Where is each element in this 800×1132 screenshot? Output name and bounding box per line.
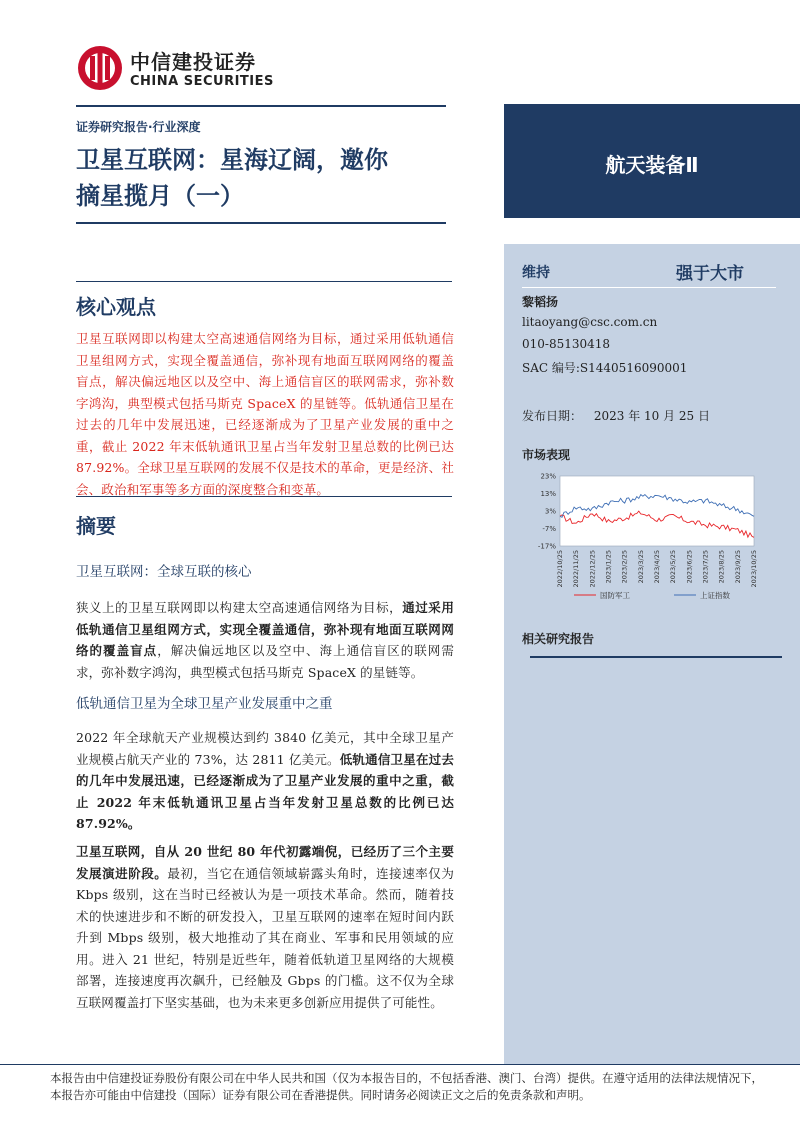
section-3-text [76,841,454,1013]
y-tick-label: -7% [542,525,556,533]
section-2-text [76,727,454,835]
y-tick-label: -17% [537,542,556,551]
title-line-1: 卫星互联网：星海辽阔，邀你 [76,146,388,174]
x-tick-label: 2023/9/25 [733,550,742,584]
x-tick-label: 2022/12/25 [588,550,597,588]
publish-date-label: 发布日期： [522,409,583,423]
x-tick-label: 2023/6/25 [685,550,694,584]
x-tick-label: 2023/1/25 [604,550,613,584]
report-type: 证券研究报告·行业深度 [76,120,201,134]
x-tick-label: 2023/4/25 [653,550,661,584]
rating-action: 维持 [522,265,550,281]
section-2-text-a: 2022 年全球航天产业规模达到约 3840 亿美元，其中全球卫星产业规模占航天产业的 73%，达 2811 亿美元。 [76,730,454,767]
disclaimer [50,1070,800,1104]
publish-date-value: 2023 年 10 月 25 日 [593,409,710,423]
analyst-sac: SAC 编号:S1440516090001 [522,361,688,375]
y-tick-label: 3% [544,507,556,516]
x-tick-label: 2022/10/25 [556,550,564,588]
title-rule [76,222,446,224]
sector-box [504,104,800,218]
x-tick-label: 2023/8/25 [717,550,726,584]
disclaimer-line-2: 本报告亦可能由中信建投（国际）证券有限公司在香港提供。同时请务必阅读正文之后的免责条款和声明。 [50,1088,591,1102]
section-1-text-bold: 通过采用低轨通信卫星组网方式，实现全覆盖通信，弥补现有地面互联网网络的覆盖盲点 [76,600,454,658]
brand-name-cn: 中信建投证券 [130,50,256,74]
footer-rule [0,1064,800,1065]
brand-name-en: CHINA SECURITIES [130,74,274,89]
section-1-text-b: ，解决偏远地区以及空中、海上通信盲区的联网需求，弥补数字鸿沟，典型模式包括马斯克 SpaceX 的星链等。 [76,643,454,680]
core-bottom-rule [76,496,452,497]
y-tick-label: 23% [540,472,556,481]
x-tick-label: 2023/5/25 [669,550,678,584]
rating-value: 强于大市 [676,264,744,284]
sector-label: 航天装备Ⅱ [605,153,699,177]
chart-plot-area [560,476,754,546]
brand-logo [76,44,296,96]
x-tick-label: 2023/10/25 [750,550,758,588]
x-tick-label: 2022/11/25 [572,550,581,588]
header-rule [76,105,446,107]
analyst-phone: 010-85130418 [522,337,611,351]
title-line-2: 摘星揽月（一） [76,182,244,210]
section-1-text [76,597,454,683]
publish-date [522,407,710,424]
section-1-text-a: 狭义上的卫星互联网即以构建太空高速通信网络为目标， [76,600,403,615]
related-divider [530,656,782,658]
core-text: 卫星互联网即以构建太空高速通信网络为目标，通过采用低轨通信卫星组网方式，实现全覆盖通信，弥补现有地面互联网网络的覆盖盲点，解决偏远地区以及空中、海上通信盲区的联网需求，弥补数字鸿沟，典型模式包括马斯克 SpaceX 的星链等。低轨通信卫星在过去的几年中发展迅速，已经逐渐成为了卫星产业发展的重中之重，截止 2022 年末低轨通讯卫星占当年发射卫星总数的比例已达 87.92%。全球卫星互联网的发展不仅是技术的革命，更是经济、社会、政治和军事等多方面的深度整合和变革。 [76,331,454,497]
disclaimer-line-1: 本报告由中信建投证券股份有限公司在中华人民共和国（仅为本报告目的，不包括香港、澳门、台湾）提供。在遵守适用的法律法规情况下， [50,1071,763,1085]
x-tick-label: 2023/2/25 [620,550,629,584]
section-3-text-bold: 卫星互联网，自从 20 世纪 80 年代初露端倪，已经历了三个主要发展演进阶段。 [76,844,454,881]
section-1-title: 卫星互联网：全球互联的核心 [76,564,252,580]
x-tick-label: 2023/7/25 [701,550,710,584]
market-title: 市场表现 [522,448,571,462]
core-top-rule [76,281,452,282]
csc-logo-icon [76,44,124,92]
section-2-title: 低轨通信卫星为全球卫星产业发展重中之重 [76,696,333,712]
section-3-text-a: 最初，当它在通信领域崭露头角时，连接速率仅为 Kbps 级别，这在当时已经被认为是一项技术革命。然而，随着技术的快速进步和不断的研发投入，卫星互联网的速率在短时间内跃升到 Mbps 级别，极大地推动了其在商业、军事和民用领域的应用。进入 21 世纪，特别是近些年，随着低轨道卫星网络的大规模部署，连接速度再次飙升，已经触及 Gbps 的门槛。这不仅为全球互联网覆盖打下坚实基础，也为未来更多创新应用提供了可能性。 [76,865,454,1010]
related-title: 相关研究报告 [522,632,595,646]
analyst-email[interactable]: litaoyang@csc.com.cn [522,315,658,329]
market-chart [514,468,774,608]
rating-divider [522,287,776,288]
core-heading: 核心观点 [76,295,156,319]
section-2-text-bold: 低轨通信卫星在过去的几年中发展迅速，已经逐渐成为了卫星产业发展的重中之重，截止 2022 年末低轨通讯卫星占当年发射卫星总数的比例已达 87.92%。 [76,751,454,831]
y-tick-label: 13% [540,490,556,498]
report-title [76,142,456,214]
legend-label: 上证指数 [700,591,730,600]
analyst-name: 黎韬扬 [522,295,559,309]
x-tick-label: 2023/3/25 [636,550,645,584]
summary-heading: 摘要 [76,514,116,538]
legend-label: 国防军工 [600,591,630,600]
